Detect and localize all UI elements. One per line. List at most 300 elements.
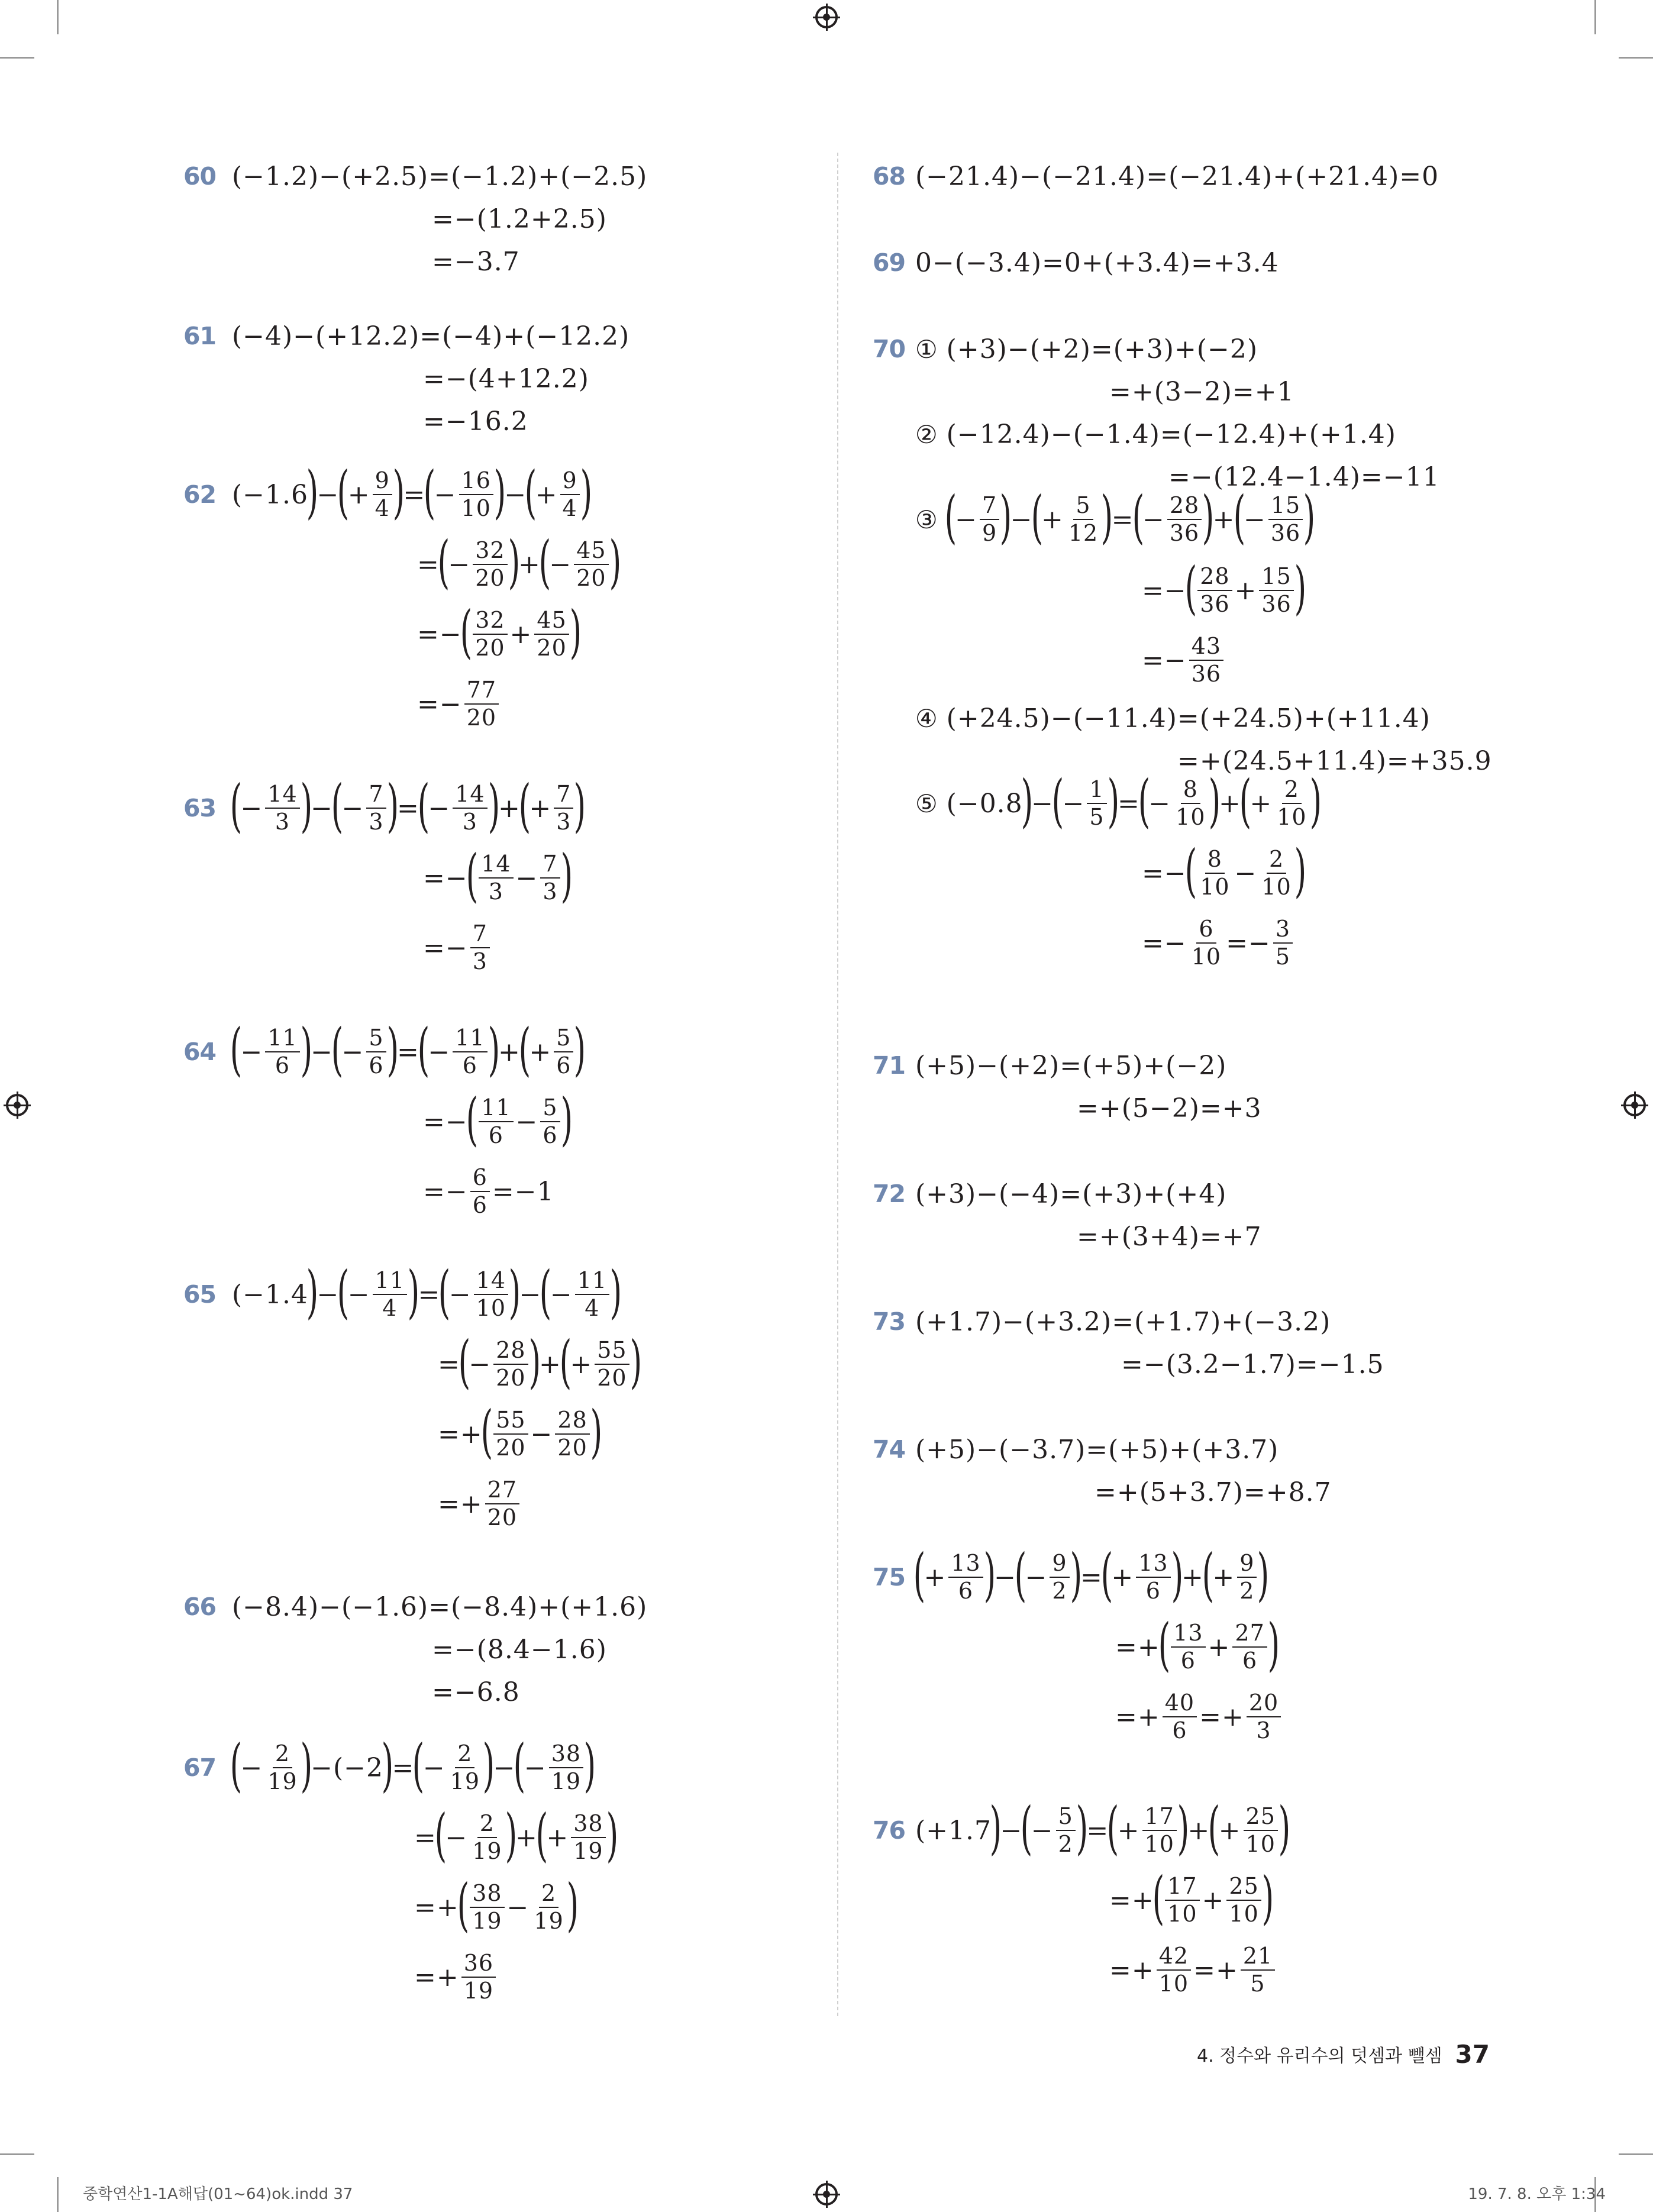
solution-line: =−3.7 <box>432 246 520 277</box>
denominator: 10 <box>1245 1831 1276 1857</box>
sub-number: ② <box>915 419 938 449</box>
numerator: 5 <box>1056 1804 1076 1831</box>
fraction <box>461 1951 496 2003</box>
solution-line: (+5)−(+2)=(+5)+(−2) <box>915 1050 1227 1081</box>
paren: ( <box>434 1802 447 1868</box>
denominator: 9 <box>982 520 997 546</box>
paren: ( <box>460 599 473 665</box>
solution-line: =−(3.2−1.7)=−1.5 <box>1121 1349 1384 1380</box>
fraction <box>473 538 507 590</box>
numerator: 9 <box>560 469 580 495</box>
solution-line: =+(5−2)=+3 <box>1077 1093 1262 1123</box>
paren: ( <box>514 1732 527 1798</box>
paren: ( <box>438 1259 451 1325</box>
solution-line: = ( − $\frac{2}{19}$ ) + ( + $\frac{38}{19}$ ) <box>414 1802 619 1868</box>
fraction <box>470 922 490 974</box>
fraction <box>1273 917 1293 969</box>
problem-number: 63 <box>183 794 217 822</box>
denominator: 4 <box>382 1295 398 1321</box>
denominator: 6 <box>958 1578 974 1604</box>
denominator: 3 <box>472 948 487 974</box>
numerator: 38 <box>571 1811 605 1838</box>
denominator: 10 <box>1191 944 1222 970</box>
denominator: 10 <box>476 1295 506 1321</box>
paren: ) <box>989 1795 1002 1861</box>
denominator: 20 <box>576 565 606 591</box>
paren: ) <box>560 1086 573 1152</box>
fraction <box>265 782 299 834</box>
denominator: 19 <box>551 1768 582 1794</box>
numerator: 7 <box>540 852 560 879</box>
numerator: 25 <box>1226 1874 1261 1901</box>
numerator: 5 <box>540 1096 560 1122</box>
crop-mark <box>57 2177 59 2212</box>
paren: ) <box>487 773 501 839</box>
registration-mark-icon <box>6 1094 28 1116</box>
solution-line: =+ ( $\frac{38}{19}$ − $\frac{2}{19}$ ) <box>414 1872 579 1938</box>
denominator: 20 <box>537 635 567 661</box>
problem-number: 76 <box>873 1816 906 1845</box>
denominator: 10 <box>1229 1901 1259 1927</box>
paren: ) <box>983 1542 996 1608</box>
sub-number: ⑤ <box>915 789 938 818</box>
paren: ( <box>480 1399 493 1465</box>
fraction <box>453 782 487 834</box>
paren: ) <box>629 1329 643 1395</box>
numerator: 2 <box>455 1742 474 1768</box>
fraction <box>560 469 580 521</box>
numerator: 16 <box>459 469 493 495</box>
denominator: 2 <box>1058 1831 1073 1857</box>
fraction <box>575 1268 609 1320</box>
problem-number: 69 <box>873 248 906 277</box>
denominator: 20 <box>466 705 497 731</box>
paren: ( <box>331 773 344 839</box>
crop-mark <box>0 57 34 59</box>
numerator: 6 <box>470 1165 490 1192</box>
problem-number: 62 <box>183 480 217 509</box>
denominator: 10 <box>1277 804 1307 830</box>
denominator: 20 <box>557 1435 587 1461</box>
paren: ( <box>1020 1795 1034 1861</box>
denominator: 19 <box>534 1908 564 1934</box>
solution-line: ③ ( − $\frac{7}{9}$ ) − ( + $\frac{5}{12}$ ) = ( − $\frac{28}{36}$ ) + ( − $\frac{15}{36}$ ) <box>915 484 1316 550</box>
denominator: 6 <box>543 1122 558 1148</box>
solution-line: =− $\frac{7}{3}$ <box>423 912 492 983</box>
numerator: 2 <box>273 1742 292 1768</box>
solution-line: =− $\frac{6}{6}$ =−1 <box>423 1164 554 1218</box>
fraction <box>555 1408 589 1460</box>
denominator: 6 <box>472 1192 487 1218</box>
solution-line: =− ( $\frac{32}{20}$ + $\frac{45}{20}$ ) <box>417 599 582 665</box>
numerator: 13 <box>948 1551 983 1578</box>
solution-line: =+ ( $\frac{17}{10}$ + $\frac{25}{10}$ ) <box>1109 1865 1274 1931</box>
fraction <box>1142 1804 1177 1856</box>
numerator: 9 <box>373 469 392 495</box>
footer-chapter <box>1197 2033 1490 2075</box>
numerator: 14 <box>453 782 487 809</box>
numerator: 14 <box>479 852 513 879</box>
numerator: 9 <box>1050 1551 1069 1578</box>
problem-number: 70 <box>873 335 906 363</box>
paren: ) <box>493 459 506 525</box>
fraction <box>470 1881 504 1933</box>
solution-line: =− $\frac{43}{36}$ <box>1142 625 1226 696</box>
paren: ) <box>1257 1542 1270 1608</box>
fraction <box>1268 493 1303 545</box>
solution-line: =−16.2 <box>423 406 528 437</box>
numerator: 2 <box>1282 777 1302 804</box>
fraction <box>1259 564 1293 616</box>
denominator: 19 <box>450 1768 480 1794</box>
solution-line: =+ ( $\frac{55}{20}$ − $\frac{28}{20}$ ) <box>438 1399 603 1465</box>
fraction <box>1226 1874 1261 1926</box>
solution-line: 0−(−3.4)=0+(+3.4)=+3.4 <box>915 247 1279 278</box>
paren: ) <box>386 773 399 839</box>
fraction <box>1247 1691 1281 1743</box>
print-date-info: 19. 7. 8. 오후 1:34 <box>1468 2185 1606 2203</box>
denominator: 6 <box>275 1052 290 1078</box>
solution-line: (−8.4)−(−1.6)=(−8.4)+(+1.6) <box>232 1591 648 1622</box>
fraction <box>1136 1551 1170 1603</box>
numerator: 25 <box>1244 1804 1278 1831</box>
paren: ) <box>407 1259 420 1325</box>
fraction <box>1197 564 1232 616</box>
paren: ) <box>1208 768 1221 834</box>
denominator: 3 <box>1256 1717 1271 1743</box>
problem-number: 60 <box>183 162 217 190</box>
solution-line: =− ( $\frac{28}{36}$ + $\frac{15}{36}$ ) <box>1142 555 1307 621</box>
paren: ) <box>306 459 319 525</box>
denominator: 5 <box>1089 804 1105 830</box>
paren: ( <box>331 1016 344 1083</box>
numerator: 77 <box>464 678 499 705</box>
solution-line: = ( − $\frac{28}{20}$ ) + ( + $\frac{55}{20}$ ) <box>438 1329 643 1395</box>
problem-number: 75 <box>873 1563 906 1591</box>
fraction <box>1232 1621 1267 1673</box>
numerator: 14 <box>474 1268 508 1295</box>
numerator: 13 <box>1171 1621 1205 1648</box>
fraction <box>1197 847 1232 899</box>
paren: ) <box>392 459 405 525</box>
crop-mark <box>57 0 59 34</box>
paren: ( <box>535 1802 548 1868</box>
denominator: 20 <box>496 1365 526 1391</box>
denominator: 36 <box>1169 520 1200 546</box>
numerator: 28 <box>555 1408 589 1435</box>
numerator: 3 <box>1273 917 1293 944</box>
denominator: 10 <box>1261 874 1292 900</box>
numerator: 11 <box>265 1026 299 1052</box>
fraction <box>534 608 569 660</box>
numerator: 27 <box>1232 1621 1267 1648</box>
denominator: 4 <box>562 495 577 521</box>
paren: ( <box>518 773 531 839</box>
denominator: 19 <box>573 1838 603 1864</box>
paren: ) <box>606 1802 619 1868</box>
paren: ( <box>230 773 243 839</box>
numerator: 17 <box>1142 1804 1177 1831</box>
fraction <box>554 1026 573 1078</box>
fraction <box>1189 634 1223 686</box>
paren: ) <box>590 1399 603 1465</box>
registration-mark-icon <box>815 6 838 28</box>
numerator: 7 <box>980 493 999 520</box>
solution-line: =−(8.4−1.6) <box>432 1634 607 1665</box>
paren: ( <box>518 1016 531 1083</box>
paren: ( <box>423 459 436 525</box>
numerator: 15 <box>1259 564 1293 591</box>
paren: ( <box>1158 1612 1171 1678</box>
paren: ( <box>437 529 450 595</box>
fraction <box>459 469 493 521</box>
paren: ( <box>524 459 538 525</box>
paren: ( <box>1233 484 1246 550</box>
numerator: 42 <box>1157 1944 1191 1971</box>
denominator: 19 <box>472 1838 502 1864</box>
paren: ) <box>1171 1542 1184 1608</box>
paren: ( <box>417 773 430 839</box>
problem-number: 66 <box>183 1593 217 1621</box>
crop-mark <box>0 2153 34 2155</box>
denominator: 6 <box>1242 1648 1258 1674</box>
paren: ) <box>574 1016 587 1083</box>
problem-number: 71 <box>873 1051 906 1080</box>
numerator: 14 <box>265 782 299 809</box>
denominator: 6 <box>462 1052 477 1078</box>
denominator: 10 <box>461 495 491 521</box>
solution-line: =+(24.5+11.4)=+35.9 <box>1177 745 1492 776</box>
numerator: 9 <box>1237 1551 1257 1578</box>
paren: ) <box>1278 1795 1291 1861</box>
fraction <box>485 1478 519 1530</box>
numerator: 40 <box>1163 1691 1197 1717</box>
paren: ( <box>1184 555 1197 621</box>
paren: ) <box>1202 484 1215 550</box>
denominator: 36 <box>1200 591 1230 617</box>
fraction <box>448 1742 482 1794</box>
paren: ( <box>412 1732 425 1798</box>
numerator: 20 <box>1247 1691 1281 1717</box>
denominator: 3 <box>543 879 558 905</box>
fraction <box>1237 1551 1257 1603</box>
numerator: 28 <box>493 1338 528 1365</box>
denominator: 19 <box>463 1978 494 2004</box>
numerator: 2 <box>477 1811 497 1838</box>
fraction <box>479 1096 513 1148</box>
solution-line: (+3)−(−4)=(+3)+(+4) <box>915 1178 1227 1209</box>
numerator: 8 <box>1181 777 1200 804</box>
solution-line: ( − $\frac{11}{6}$ ) − ( − $\frac{5}{6}$ ) = ( − $\frac{11}{6}$ ) + ( + $\frac{5}{6}$ ) <box>230 1016 587 1083</box>
fraction <box>1259 847 1293 899</box>
solution-line: ① (+3)−(+2)=(+3)+(−2) <box>915 334 1258 364</box>
denominator: 10 <box>1167 1901 1197 1927</box>
paren: ) <box>1261 1865 1274 1931</box>
fraction <box>1167 493 1202 545</box>
sub-number: ① <box>915 334 938 364</box>
denominator: 2 <box>1052 1578 1067 1604</box>
numerator: 7 <box>554 782 573 809</box>
denominator: 10 <box>1158 1971 1189 1997</box>
paren: ( <box>466 1086 479 1152</box>
denominator: 20 <box>597 1365 627 1391</box>
solution-line: ⑤ (−0.8 ) − ( − $\frac{1}{5}$ ) = ( − $\frac{8}{10}$ ) + ( + $\frac{2}{10}$ ) <box>915 768 1322 834</box>
fraction <box>1244 1804 1278 1856</box>
denominator: 2 <box>1239 1578 1255 1604</box>
fraction <box>265 1742 299 1794</box>
paren: ( <box>1051 768 1064 834</box>
paren: ) <box>999 484 1012 550</box>
solution-line: ( + $\frac{13}{6}$ ) − ( − $\frac{9}{2}$ ) = ( + $\frac{13}{6}$ ) + ( + $\frac{9}{2}$ ) <box>913 1542 1270 1608</box>
paren: ( <box>1208 1795 1221 1861</box>
fraction <box>479 852 513 904</box>
solution-line: =+(3−2)=+1 <box>1109 376 1294 407</box>
paren: ( <box>466 842 479 909</box>
fraction <box>595 1338 629 1390</box>
paren: ) <box>1070 1542 1083 1608</box>
fraction <box>373 469 392 521</box>
problem-number: 73 <box>873 1307 906 1336</box>
denominator: 12 <box>1068 520 1099 546</box>
solution-line: ( − $\frac{14}{3}$ ) − ( − $\frac{7}{3}$ ) = ( − $\frac{14}{3}$ ) + ( + $\frac{7}{3}$ ) <box>230 773 587 839</box>
paren: ) <box>560 842 573 909</box>
numerator: 7 <box>470 922 490 948</box>
solution-line: =+ ( $\frac{13}{6}$ + $\frac{27}{6}$ ) <box>1115 1612 1280 1678</box>
numerator: 2 <box>539 1881 558 1908</box>
fraction <box>1056 1804 1076 1856</box>
solution-line: (−4)−(+12.2)=(−4)+(−12.2) <box>232 321 630 351</box>
fraction <box>265 1026 299 1078</box>
numerator: 11 <box>479 1096 513 1122</box>
fraction <box>531 1881 566 1933</box>
numerator: 17 <box>1165 1874 1199 1901</box>
paren: ) <box>381 1732 394 1798</box>
numerator: 27 <box>485 1478 519 1504</box>
paren: ( <box>337 1259 350 1325</box>
fraction <box>493 1338 528 1390</box>
denominator: 6 <box>1145 1578 1161 1604</box>
problem-number: 64 <box>183 1038 217 1066</box>
page-number: 37 <box>1455 2039 1490 2069</box>
paren: ) <box>1021 768 1034 834</box>
denominator: 20 <box>475 565 505 591</box>
solution-line: ④ (+24.5)−(−11.4)=(+24.5)+(+11.4) <box>915 703 1431 734</box>
paren: ( <box>1152 1865 1165 1931</box>
paren: ) <box>609 529 622 595</box>
fraction <box>1189 917 1223 969</box>
numerator: 11 <box>453 1026 487 1052</box>
numerator: 38 <box>470 1881 504 1908</box>
paren: ( <box>1031 484 1044 550</box>
paren: ) <box>482 1732 495 1798</box>
fraction <box>464 678 499 730</box>
numerator: 28 <box>1197 564 1232 591</box>
paren: ) <box>583 1732 596 1798</box>
registration-mark-icon <box>815 2183 838 2205</box>
paren: ) <box>609 1259 622 1325</box>
fraction <box>1241 1944 1275 1996</box>
denominator: 3 <box>275 809 290 835</box>
numerator: 5 <box>366 1026 386 1052</box>
fraction <box>453 1026 487 1078</box>
paren: ) <box>508 1259 521 1325</box>
fraction <box>540 852 560 904</box>
problem-number: 67 <box>183 1754 217 1782</box>
paren: ( <box>230 1732 243 1798</box>
numerator: 5 <box>554 1026 573 1052</box>
paren: ( <box>1014 1542 1027 1608</box>
denominator: 36 <box>1191 661 1222 687</box>
paren: ( <box>1100 1542 1113 1608</box>
solution-line: = ( − $\frac{32}{20}$ ) + ( − $\frac{45}{20}$ ) <box>417 529 622 595</box>
solution-line: =+ $\frac{36}{19}$ <box>414 1942 498 2013</box>
numerator: 36 <box>461 1951 496 1978</box>
denominator: 36 <box>1270 520 1301 546</box>
solution-line: =− $\frac{77}{20}$ <box>417 669 501 740</box>
fraction <box>1163 1691 1197 1743</box>
denominator: 3 <box>462 809 477 835</box>
paren: ( <box>417 1016 430 1083</box>
numerator: 13 <box>1136 1551 1170 1578</box>
paren: ) <box>306 1259 319 1325</box>
paren: ( <box>1138 768 1151 834</box>
fraction <box>1157 1944 1191 1996</box>
denominator: 20 <box>475 635 505 661</box>
chapter-title: 4. 정수와 유리수의 덧셈과 뺄셈 <box>1197 2046 1442 2066</box>
solution-line: ② (−12.4)−(−1.4)=(−12.4)+(+1.4) <box>915 419 1396 450</box>
fraction <box>470 1811 504 1864</box>
paren: ) <box>1076 1795 1089 1861</box>
fraction <box>366 1026 386 1078</box>
paren: ) <box>574 773 587 839</box>
fraction <box>1066 493 1100 545</box>
fraction <box>493 1408 528 1460</box>
fraction <box>474 1268 508 1320</box>
paren: ( <box>337 459 350 525</box>
paren: ) <box>1303 484 1316 550</box>
denominator: 6 <box>369 1052 384 1078</box>
fraction <box>549 1742 583 1794</box>
paren: ( <box>458 1329 471 1395</box>
solution-line: =− ( $\frac{14}{3}$ − $\frac{7}{3}$ ) <box>423 842 573 909</box>
paren: ) <box>1107 768 1120 834</box>
denominator: 19 <box>267 1768 298 1794</box>
paren: ) <box>505 1802 518 1868</box>
fraction <box>1171 1621 1205 1673</box>
numerator: 7 <box>366 782 386 809</box>
denominator: 10 <box>1176 804 1206 830</box>
problem-number: 68 <box>873 162 906 190</box>
fraction <box>574 538 608 590</box>
paren: ( <box>1132 484 1145 550</box>
denominator: 4 <box>374 495 390 521</box>
paren: ) <box>1267 1612 1280 1678</box>
denominator: 4 <box>585 1295 600 1321</box>
denominator: 6 <box>1172 1717 1187 1743</box>
paren: ( <box>538 529 551 595</box>
fraction <box>571 1811 605 1864</box>
solution-line: =−6.8 <box>432 1677 520 1707</box>
numerator: 1 <box>1087 777 1106 804</box>
solution-line: (−1.4 ) − ( − $\frac{11}{4}$ ) = ( − $\frac{14}{10}$ ) − ( − $\frac{11}{4}$ ) <box>232 1259 622 1325</box>
denominator: 36 <box>1261 591 1292 617</box>
numerator: 15 <box>1268 493 1303 520</box>
numerator: 5 <box>1073 493 1093 520</box>
paren: ( <box>1202 1542 1215 1608</box>
fraction <box>980 493 999 545</box>
numerator: 45 <box>574 538 608 565</box>
paren: ( <box>1106 1795 1119 1861</box>
